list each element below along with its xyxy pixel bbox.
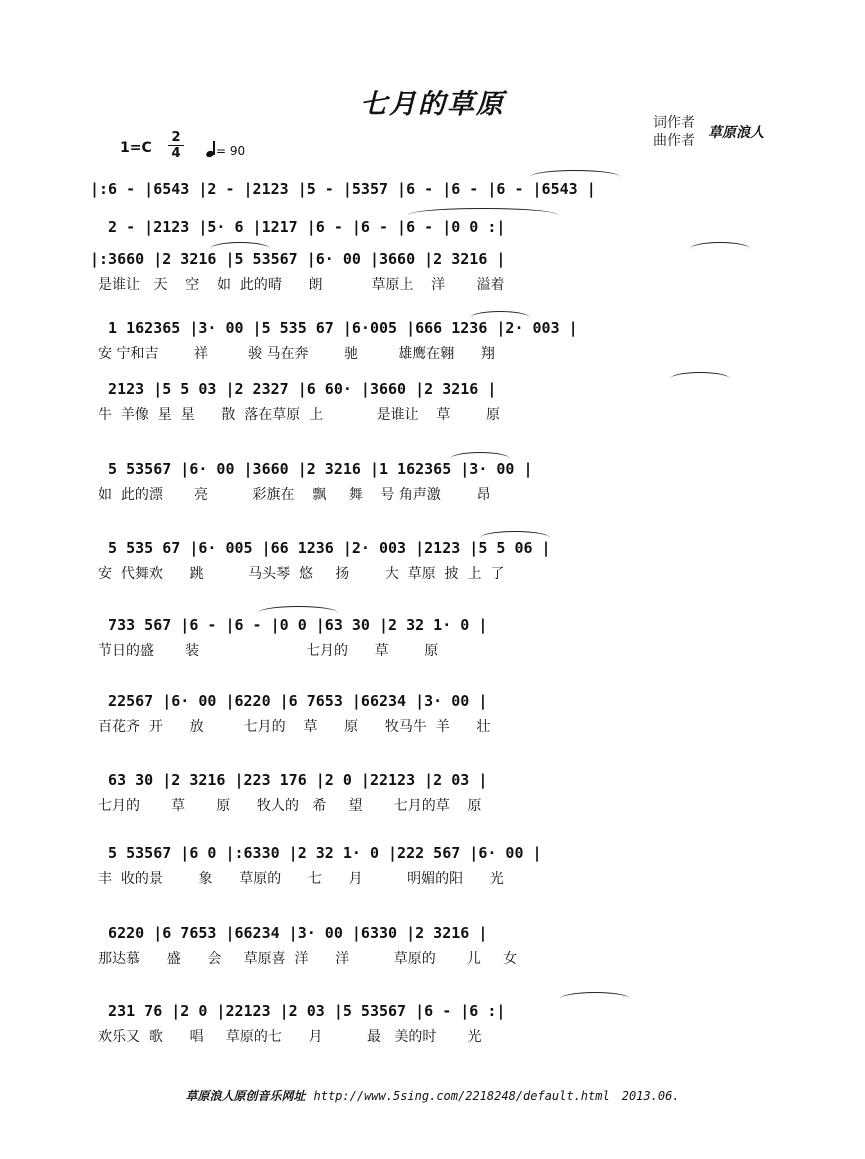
notation-line: |:6 - |6543 |2 - |2123 |5 - |5357 |6 - |6 - |6 - |6543 | bbox=[90, 180, 596, 198]
notation-line: 2 - |2123 |5· 6 |1217 |6 - |6 - |6 - |0 0 :| bbox=[90, 218, 506, 236]
lyrics-line: 丰 收的景 象 草原的 七 月 明媚的阳 光 bbox=[98, 871, 504, 887]
author-name: 草原浪人 bbox=[708, 125, 764, 141]
lyricist-label: 词作者 bbox=[653, 115, 695, 131]
credits-labels bbox=[653, 114, 695, 150]
footer-url[interactable]: http://www.5sing.com/2218248/default.html bbox=[313, 1089, 610, 1103]
lyrics-line: 那达慕 盛 会 草原喜 洋 洋 草原的 儿 女 bbox=[98, 951, 518, 967]
quarter-note-icon bbox=[206, 143, 216, 157]
slur-mark bbox=[530, 170, 620, 177]
slur-mark bbox=[258, 606, 338, 613]
time-signature-top: 2 bbox=[171, 130, 181, 145]
lyrics-line: 是谁让 天 空 如 此的晴 朗 草原上 洋 溢着 bbox=[98, 277, 505, 293]
tempo-marking bbox=[206, 143, 245, 158]
slur-mark bbox=[408, 208, 558, 215]
lyrics-line: 百花齐 开 放 七月的 草 原 牧马牛 羊 壮 bbox=[98, 719, 491, 735]
notation-line: 5 53567 |6· 00 |3660 |2 3216 |1 162365 |3· 00 | bbox=[90, 460, 533, 478]
slur-mark bbox=[560, 992, 630, 999]
slur-mark bbox=[690, 242, 750, 249]
notation-line: 22567 |6· 00 |6220 |6 7653 |66234 |3· 00 | bbox=[90, 692, 488, 710]
key-signature: 1=C bbox=[120, 140, 152, 156]
lyrics-line: 安 代舞欢 跳 马头琴 悠 扬 大 草原 披 上 了 bbox=[98, 566, 505, 582]
footer-site-name: 草原浪人原创音乐网址 bbox=[185, 1089, 306, 1103]
notation-line: |:3660 |2 3216 |5 53567 |6· 00 |3660 |2 3216 | bbox=[90, 250, 506, 268]
tempo-value: = 90 bbox=[216, 144, 246, 158]
composer-label: 曲作者 bbox=[653, 133, 695, 149]
lyrics-line: 七月的 草 原 牧人的 希 望 七月的草 原 bbox=[98, 798, 482, 814]
notation-line: 1 162365 |3· 00 |5 535 67 |6·005 |666 1236 |2· 003 | bbox=[90, 319, 578, 337]
notation-line: 5 535 67 |6· 005 |66 1236 |2· 003 |2123 |5 5 06 | bbox=[90, 539, 551, 557]
song-title: 七月的草原 bbox=[360, 89, 505, 120]
notation-line: 733 567 |6 - |6 - |0 0 |63 30 |2 32 1· 0 | bbox=[90, 616, 488, 634]
lyrics-line: 节日的盛 装 七月的 草 原 bbox=[98, 643, 439, 659]
slur-mark bbox=[210, 242, 270, 249]
notation-line: 6220 |6 7653 |66234 |3· 00 |6330 |2 3216 | bbox=[90, 924, 488, 942]
time-signature bbox=[168, 130, 184, 161]
lyrics-line: 欢乐又 歌 唱 草原的七 月 最 美的时 光 bbox=[98, 1029, 482, 1045]
slur-mark bbox=[670, 372, 730, 379]
lyrics-line: 如 此的漂 亮 彩旗在 飘 舞 号 角声激 昂 bbox=[98, 487, 491, 503]
slur-mark bbox=[470, 311, 530, 318]
slur-mark bbox=[450, 452, 510, 459]
slur-mark bbox=[480, 531, 550, 538]
footer bbox=[0, 1087, 865, 1104]
footer-date: 2013.06. bbox=[621, 1089, 680, 1103]
notation-line: 2123 |5 5 03 |2 2327 |6 60· |3660 |2 3216 | bbox=[90, 380, 497, 398]
lyrics-line: 安 宁和吉 祥 骏 马在奔 驰 雄鹰在翱 翔 bbox=[98, 346, 495, 362]
notation-line: 5 53567 |6 0 |:6330 |2 32 1· 0 |222 567 |6· 00 | bbox=[90, 844, 542, 862]
lyrics-line: 牛 羊像 星 星 散 落在草原 上 是谁让 草 原 bbox=[98, 407, 501, 423]
time-signature-bottom: 4 bbox=[171, 146, 181, 161]
notation-line: 231 76 |2 0 |22123 |2 03 |5 53567 |6 - |6 :| bbox=[90, 1002, 506, 1020]
notation-line: 63 30 |2 3216 |223 176 |2 0 |22123 |2 03 | bbox=[90, 771, 488, 789]
